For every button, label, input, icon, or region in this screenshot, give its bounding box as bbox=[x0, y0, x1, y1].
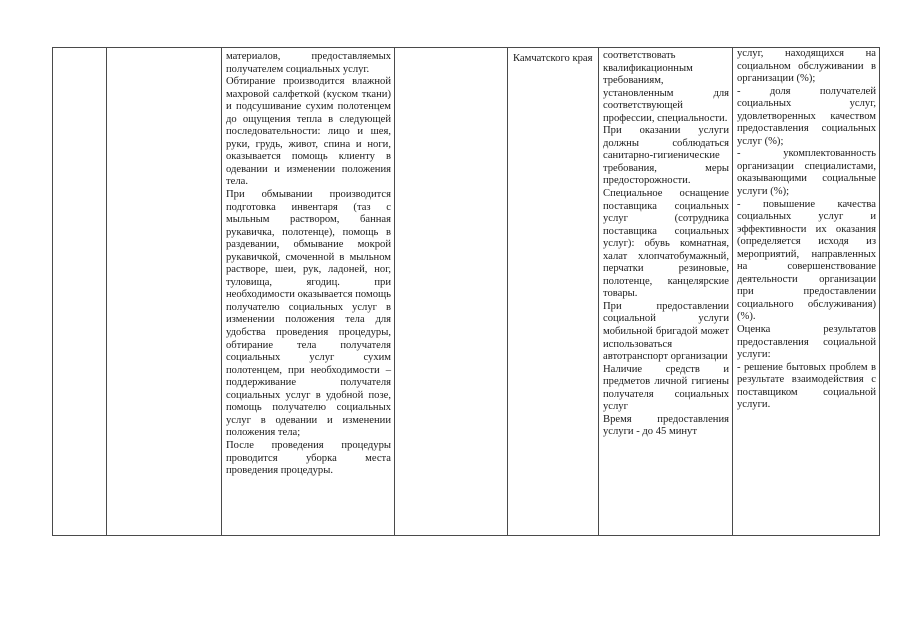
description-paragraph: При обмывании производится подготовка инвентаря (таз с мыльным раствором, банная рукавичка, полотенце), помощь в раздевании, обмывание мокрой рукавичкой, смоченной в мыльном растворе, шеи, рук, ладоней, ног, туловища, ягодиц. при необходимости оказывается помощь получателю социальных услуг в изменении положения тела для удобства проведения процедуры, обтирание тела получателя социальных услуг сухим полотенцем, при необходимости – поддерживание получателя социальных услуг в удобной позе, помощь получателю социальных услуг в одевании и изменении положения тела; bbox=[226, 189, 391, 439]
cell-number bbox=[53, 48, 107, 536]
table-row bbox=[53, 48, 880, 536]
cell-service-name bbox=[107, 48, 222, 536]
indicator-paragraph: - повышение качества социальных услуг и эффективности их оказания (определяется исходя из мероприятий, направленных на совершенствование деятельности организации при предоставлении социального обслуживания) (%). bbox=[737, 198, 876, 323]
services-table bbox=[52, 47, 880, 536]
conditions-paragraph: Время предоставления услуги - до 45 минут bbox=[603, 413, 729, 438]
indicator-paragraph: - решение бытовых проблем в результате взаимодействия с поставщиком социальной услуги. bbox=[737, 361, 876, 411]
cell-conditions bbox=[599, 48, 733, 536]
conditions-paragraph: Специальное оснащение поставщика социальных услуг (сотрудника поставщика социальных услуг): обувь комнатная, халат хлопчатобумажный, перчатки резиновые, полотенце, канцелярские товары. bbox=[603, 188, 729, 300]
cell-term bbox=[395, 48, 508, 536]
indicator-paragraph: - укомплектованность организации специалистами, оказывающими социальные услуги (%); bbox=[737, 148, 876, 198]
cell-quality-indicators bbox=[733, 48, 880, 536]
description-paragraph: После проведения процедуры проводится уборка места проведения процедуры. bbox=[226, 439, 391, 477]
conditions-paragraph: Наличие средств и предметов личной гигиены получателя социальных услуг bbox=[603, 363, 729, 413]
cell-service-description bbox=[222, 48, 395, 536]
conditions-paragraph: При предоставлении социальной услуги мобильной бригадой может использоваться автотранспорт организации bbox=[603, 300, 729, 363]
description-paragraph: материалов, предоставляемых получателем социальных услуг. bbox=[226, 51, 391, 75]
indicator-paragraph: - доля получателей социальных услуг, удовлетворенных качеством предоставления социальных услуг (%); bbox=[737, 85, 876, 147]
indicator-paragraph: услуг, находящихся на социальном обслуживании в организации (%); bbox=[737, 48, 876, 85]
region-text: Камчатского края bbox=[513, 53, 593, 64]
indicator-paragraph: Оценка результатов предоставления социальной услуги: bbox=[737, 324, 876, 361]
conditions-paragraph: соответствовать квалификационным требованиям, установленным для соответствующей профессии, специальности. bbox=[603, 50, 729, 124]
conditions-paragraph: При оказании услуги должны соблюдаться санитарно-гигиенические требования, меры предосторожности. bbox=[603, 125, 729, 187]
description-paragraph: Обтирание производится влажной махровой салфеткой (куском ткани) и подсушивание сухим полотенцем до ощущения тепла в следующей последовательности: лицо и шея, руки, грудь, живот, спина и ноги, оказывается помощь клиенту в одевании и изменении положения тела. bbox=[226, 76, 391, 188]
cell-region bbox=[508, 48, 599, 536]
